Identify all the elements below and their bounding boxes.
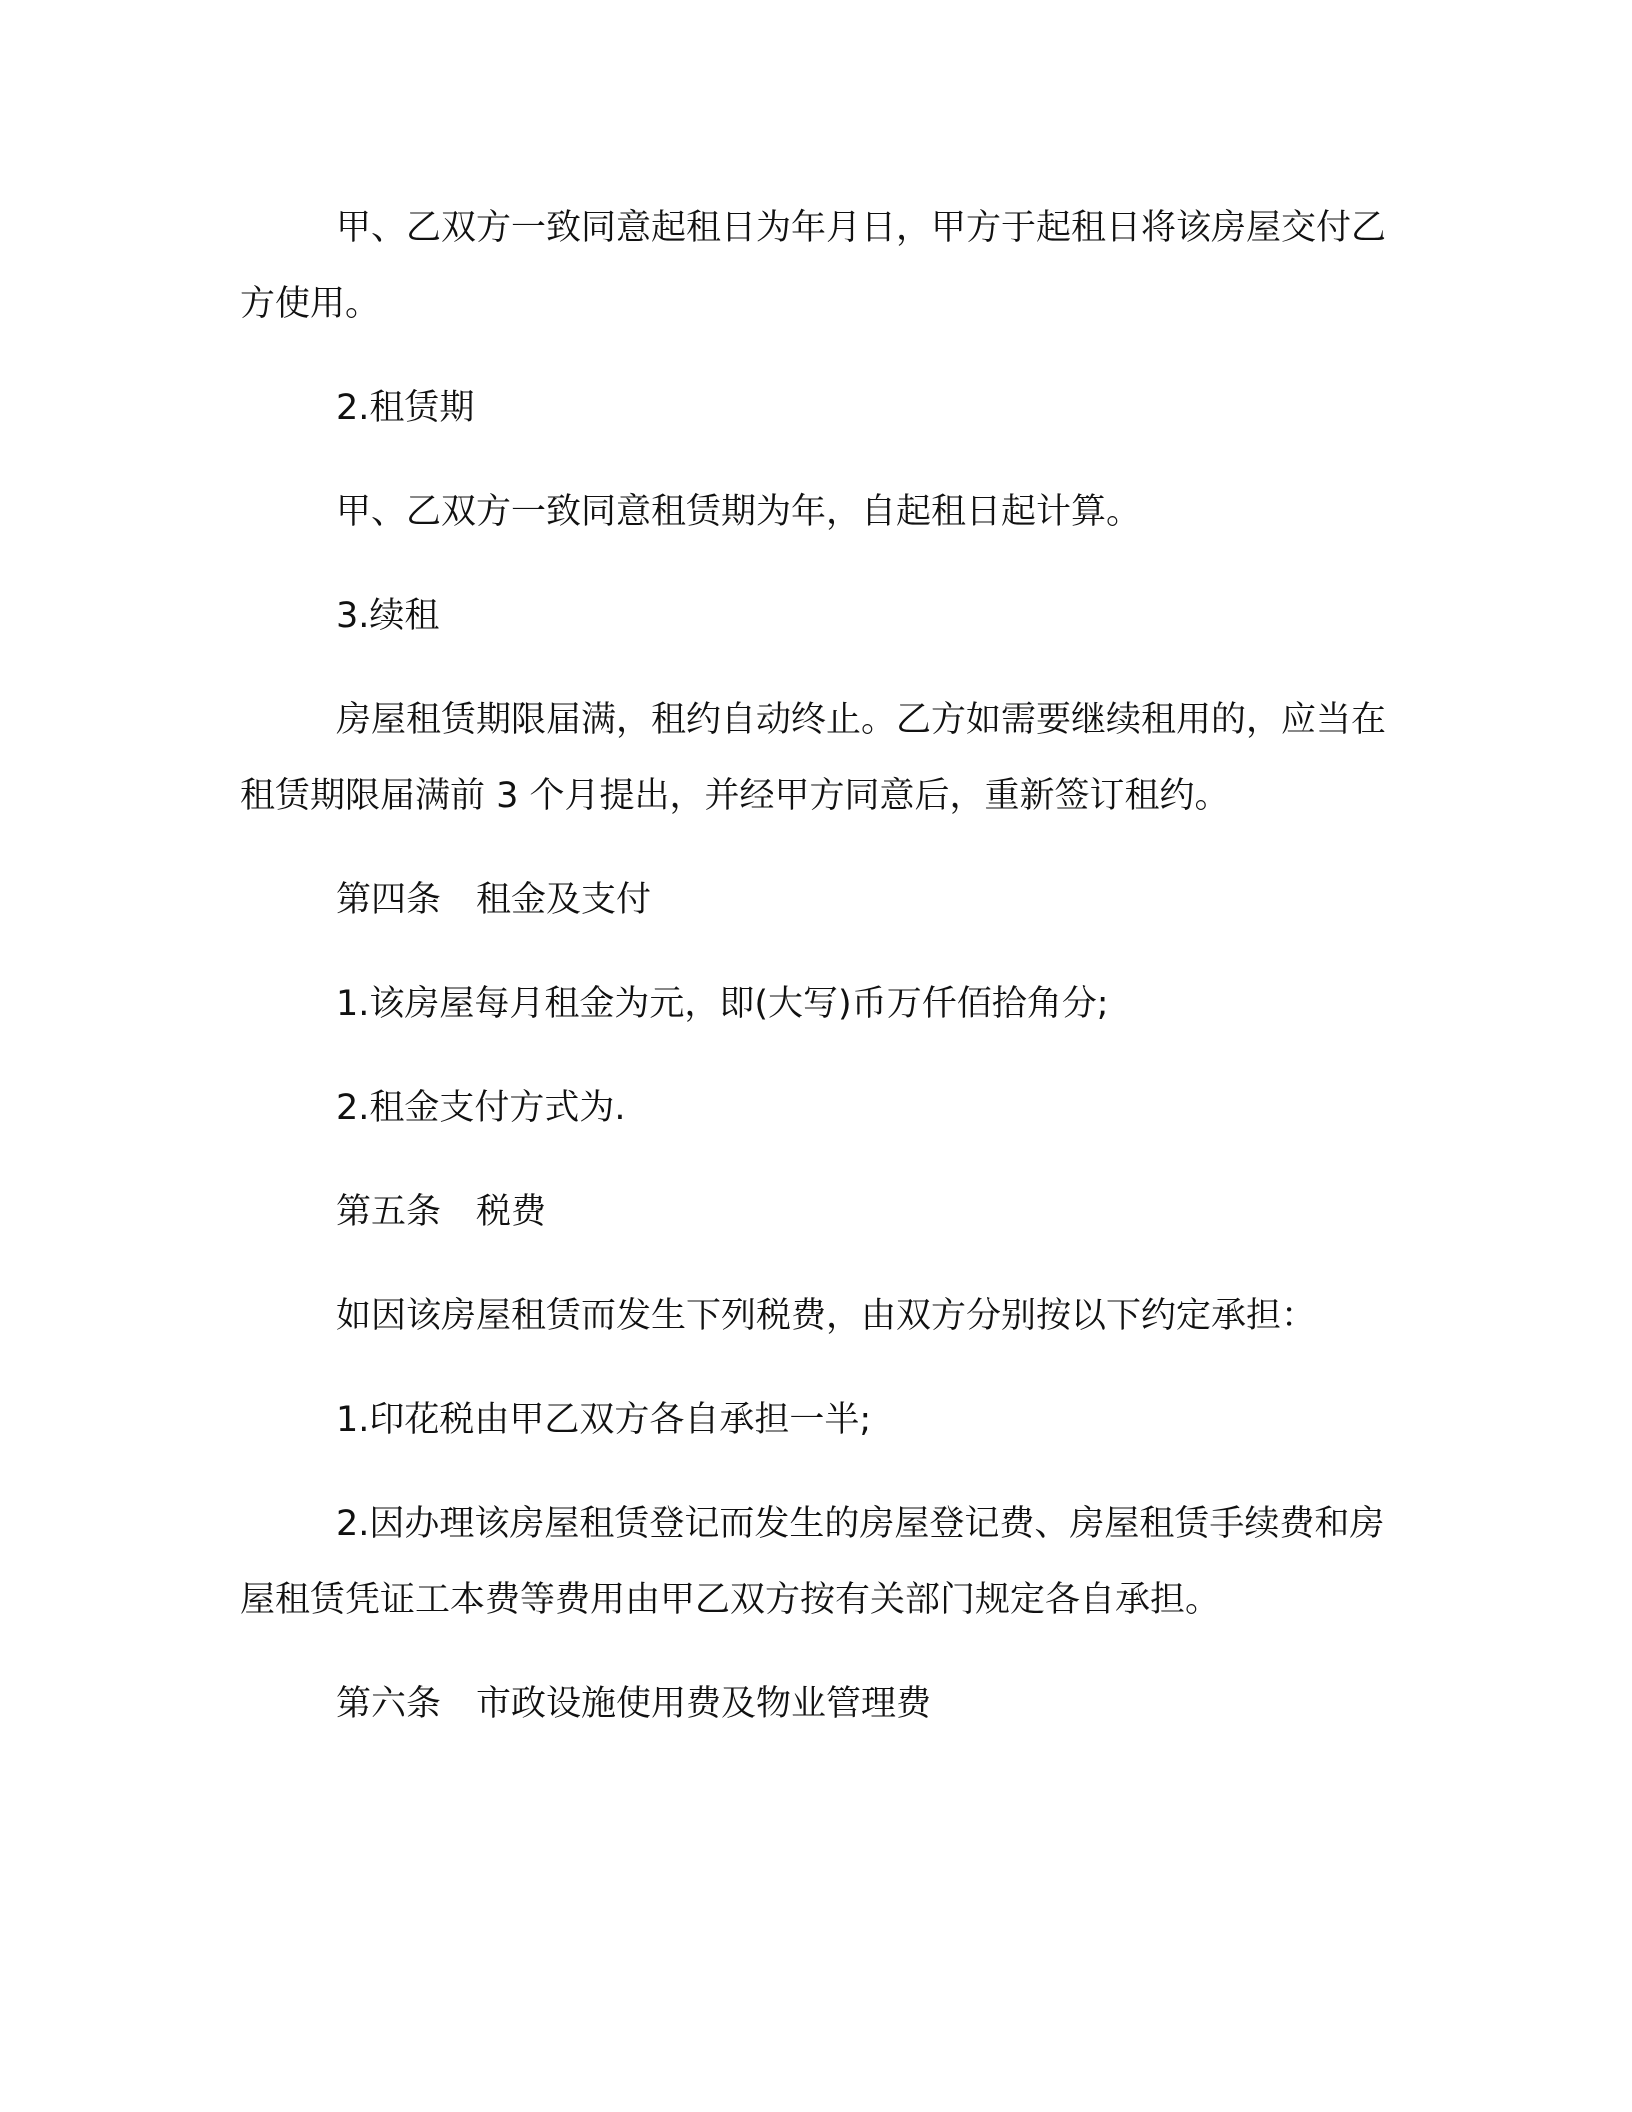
article-four-title: 第四条 租金及支付	[336, 880, 652, 920]
article-five-title: 第五条 税费	[336, 1192, 547, 1232]
paragraph-stamp-tax: 1.印花税由甲乙双方各自承担一半;	[336, 1400, 872, 1440]
paragraph-monthly-rent: 1.该房屋每月租金为元，即(大写)币万仟佰拾角分;	[336, 984, 1109, 1024]
article-six-title: 第六条 市政设施使用费及物业管理费	[336, 1684, 932, 1724]
paragraph-lease-term: 甲、乙双方一致同意租赁期为年，自起租日起计算。	[336, 492, 1142, 532]
paragraph-payment-method: 2.租金支付方式为.	[336, 1088, 626, 1128]
paragraph-taxes-intro: 如因该房屋租赁而发生下列税费，由双方分别按以下约定承担：	[336, 1296, 1317, 1336]
paragraph-commencement-date: 甲、乙双方一致同意起租日为年月日，甲方于起租日将该房屋交付乙方使用。	[240, 208, 1387, 324]
heading-lease-term: 2.租赁期	[336, 388, 475, 428]
document-body	[240, 190, 1392, 1770]
paragraph-renewal: 房屋租赁期限届满，租约自动终止。乙方如需要继续租用的，应当在租赁期限届满前 3 个月提出，并经甲方同意后，重新签订租约。	[240, 700, 1387, 816]
paragraph-registration-fees: 2.因办理该房屋租赁登记而发生的房屋登记费、房屋租赁手续费和房屋租赁凭证工本费等费用由甲乙双方按有关部门规定各自承担。	[240, 1504, 1385, 1620]
heading-renewal: 3.续租	[336, 596, 440, 636]
